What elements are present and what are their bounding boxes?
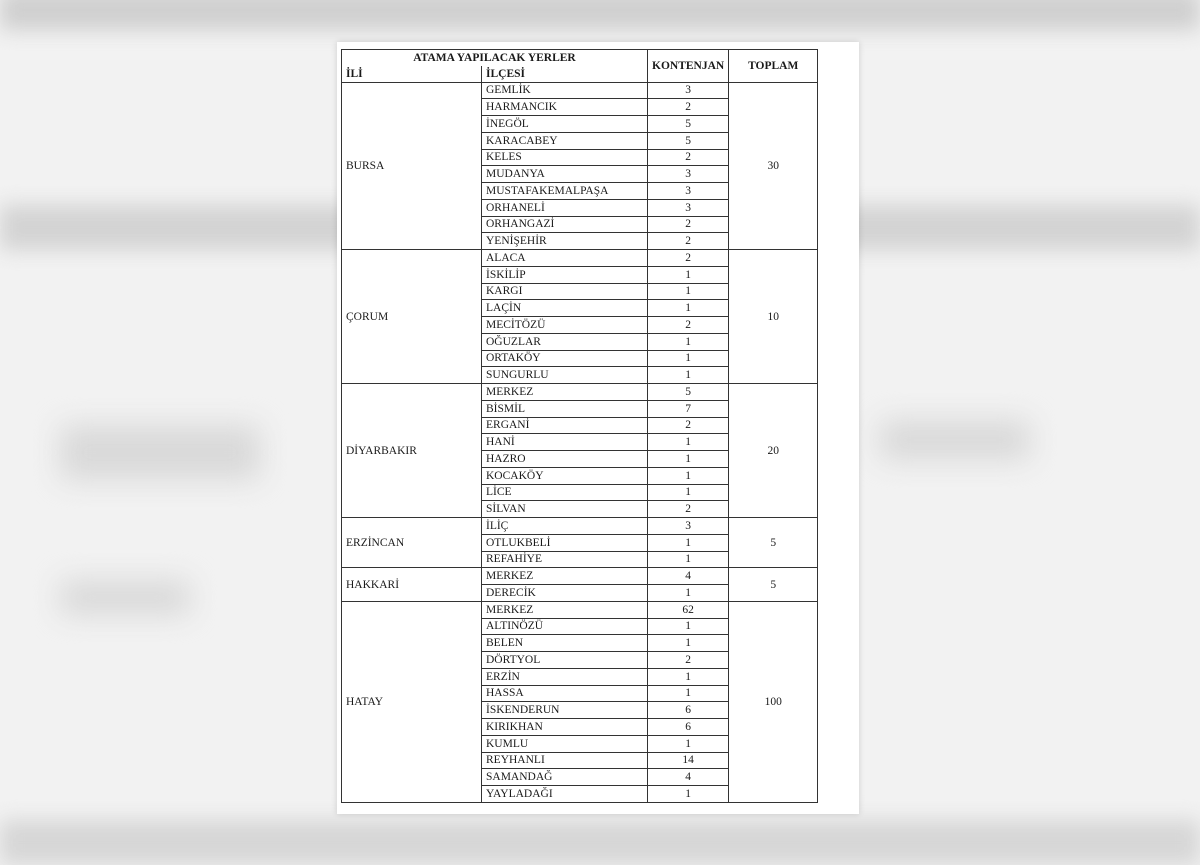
- district-name: OTLUKBELİ: [482, 534, 648, 551]
- district-quota: 1: [648, 300, 729, 317]
- table-body: [342, 82, 818, 802]
- district-quota: 3: [648, 166, 729, 183]
- district-name: YAYLADAĞI: [482, 786, 648, 803]
- blurred-background-bottom: [0, 820, 1200, 865]
- district-quota: 1: [648, 585, 729, 602]
- province-name: HATAY: [342, 601, 482, 802]
- district-name: MUDANYA: [482, 166, 648, 183]
- province-total: 5: [729, 518, 818, 568]
- district-quota: 2: [648, 250, 729, 267]
- district-quota: 1: [648, 467, 729, 484]
- district-name: KIRIKHAN: [482, 719, 648, 736]
- district-quota: 1: [648, 551, 729, 568]
- district-quota: 14: [648, 752, 729, 769]
- column-header-kontenjan: KONTENJAN: [648, 50, 729, 83]
- district-name: KARACABEY: [482, 132, 648, 149]
- district-name: İNEGÖL: [482, 116, 648, 133]
- district-quota: 5: [648, 132, 729, 149]
- district-quota: 4: [648, 769, 729, 786]
- district-quota: 1: [648, 618, 729, 635]
- district-name: MERKEZ: [482, 601, 648, 618]
- district-quota: 3: [648, 183, 729, 200]
- province-total: 100: [729, 601, 818, 802]
- column-header-toplam: TOPLAM: [729, 50, 818, 83]
- district-name: İLİÇ: [482, 518, 648, 535]
- district-name: HARMANCIK: [482, 99, 648, 116]
- province-total: 5: [729, 568, 818, 602]
- province-total: 30: [729, 82, 818, 250]
- district-quota: 3: [648, 518, 729, 535]
- district-name: LAÇİN: [482, 300, 648, 317]
- district-name: KARGI: [482, 283, 648, 300]
- blurred-background-shape: [880, 420, 1030, 460]
- district-name: ORHANGAZİ: [482, 216, 648, 233]
- district-name: YENİŞEHİR: [482, 233, 648, 250]
- district-name: OĞUZLAR: [482, 333, 648, 350]
- district-name: DERECİK: [482, 585, 648, 602]
- district-name: HANİ: [482, 434, 648, 451]
- district-name: MERKEZ: [482, 384, 648, 401]
- district-name: LİCE: [482, 484, 648, 501]
- district-name: ORTAKÖY: [482, 350, 648, 367]
- district-name: REFAHİYE: [482, 551, 648, 568]
- blurred-background-shape: [60, 425, 260, 480]
- district-quota: 1: [648, 266, 729, 283]
- district-name: İSKENDERUN: [482, 702, 648, 719]
- district-quota: 2: [648, 99, 729, 116]
- district-name: REYHANLI: [482, 752, 648, 769]
- district-name: GEMLİK: [482, 82, 648, 99]
- district-name: SAMANDAĞ: [482, 769, 648, 786]
- column-header-il: İLİ: [342, 66, 482, 82]
- district-quota: 6: [648, 719, 729, 736]
- district-quota: 5: [648, 384, 729, 401]
- table-row: [342, 568, 818, 585]
- district-name: KOCAKÖY: [482, 467, 648, 484]
- district-name: İSKİLİP: [482, 266, 648, 283]
- table-row: [342, 384, 818, 401]
- district-quota: 1: [648, 451, 729, 468]
- district-name: HAZRO: [482, 451, 648, 468]
- district-name: KUMLU: [482, 735, 648, 752]
- district-name: MERKEZ: [482, 568, 648, 585]
- province-total: 20: [729, 384, 818, 518]
- district-quota: 1: [648, 635, 729, 652]
- district-name: SUNGURLU: [482, 367, 648, 384]
- province-name: ÇORUM: [342, 250, 482, 384]
- district-quota: 3: [648, 199, 729, 216]
- district-quota: 2: [648, 417, 729, 434]
- blurred-background-top: [0, 0, 1200, 30]
- district-quota: 2: [648, 501, 729, 518]
- table-row: [342, 250, 818, 267]
- district-quota: 1: [648, 367, 729, 384]
- table-row: [342, 601, 818, 618]
- province-total: 10: [729, 250, 818, 384]
- district-quota: 2: [648, 233, 729, 250]
- district-quota: 5: [648, 116, 729, 133]
- district-quota: 2: [648, 216, 729, 233]
- district-quota: 6: [648, 702, 729, 719]
- table-row: [342, 82, 818, 99]
- district-quota: 1: [648, 484, 729, 501]
- province-name: HAKKARİ: [342, 568, 482, 602]
- table-title: ATAMA YAPILACAK YERLER: [342, 50, 648, 66]
- district-quota: 1: [648, 350, 729, 367]
- column-header-ilce: İLÇESİ: [482, 66, 648, 82]
- district-name: ORHANELİ: [482, 199, 648, 216]
- district-quota: 1: [648, 735, 729, 752]
- district-quota: 3: [648, 82, 729, 99]
- district-name: DÖRTYOL: [482, 652, 648, 669]
- district-name: BİSMİL: [482, 400, 648, 417]
- district-quota: 1: [648, 333, 729, 350]
- district-quota: 1: [648, 434, 729, 451]
- district-name: MECİTÖZÜ: [482, 317, 648, 334]
- district-name: ERGANİ: [482, 417, 648, 434]
- district-name: ALACA: [482, 250, 648, 267]
- district-quota: 2: [648, 149, 729, 166]
- document-page: [337, 42, 859, 814]
- district-quota: 1: [648, 786, 729, 803]
- district-quota: 2: [648, 652, 729, 669]
- province-name: ERZİNCAN: [342, 518, 482, 568]
- district-quota: 1: [648, 685, 729, 702]
- district-name: HASSA: [482, 685, 648, 702]
- assignment-table: [341, 49, 818, 803]
- district-quota: 7: [648, 400, 729, 417]
- table-row: [342, 518, 818, 535]
- district-name: KELES: [482, 149, 648, 166]
- district-quota: 1: [648, 668, 729, 685]
- district-name: ERZİN: [482, 668, 648, 685]
- district-quota: 1: [648, 283, 729, 300]
- province-name: BURSA: [342, 82, 482, 250]
- blurred-background-shape: [60, 580, 190, 615]
- district-name: MUSTAFAKEMALPAŞA: [482, 183, 648, 200]
- district-name: ALTINÖZÜ: [482, 618, 648, 635]
- district-quota: 4: [648, 568, 729, 585]
- province-name: DİYARBAKIR: [342, 384, 482, 518]
- district-quota: 2: [648, 317, 729, 334]
- district-quota: 1: [648, 534, 729, 551]
- district-name: BELEN: [482, 635, 648, 652]
- district-name: SİLVAN: [482, 501, 648, 518]
- district-quota: 62: [648, 601, 729, 618]
